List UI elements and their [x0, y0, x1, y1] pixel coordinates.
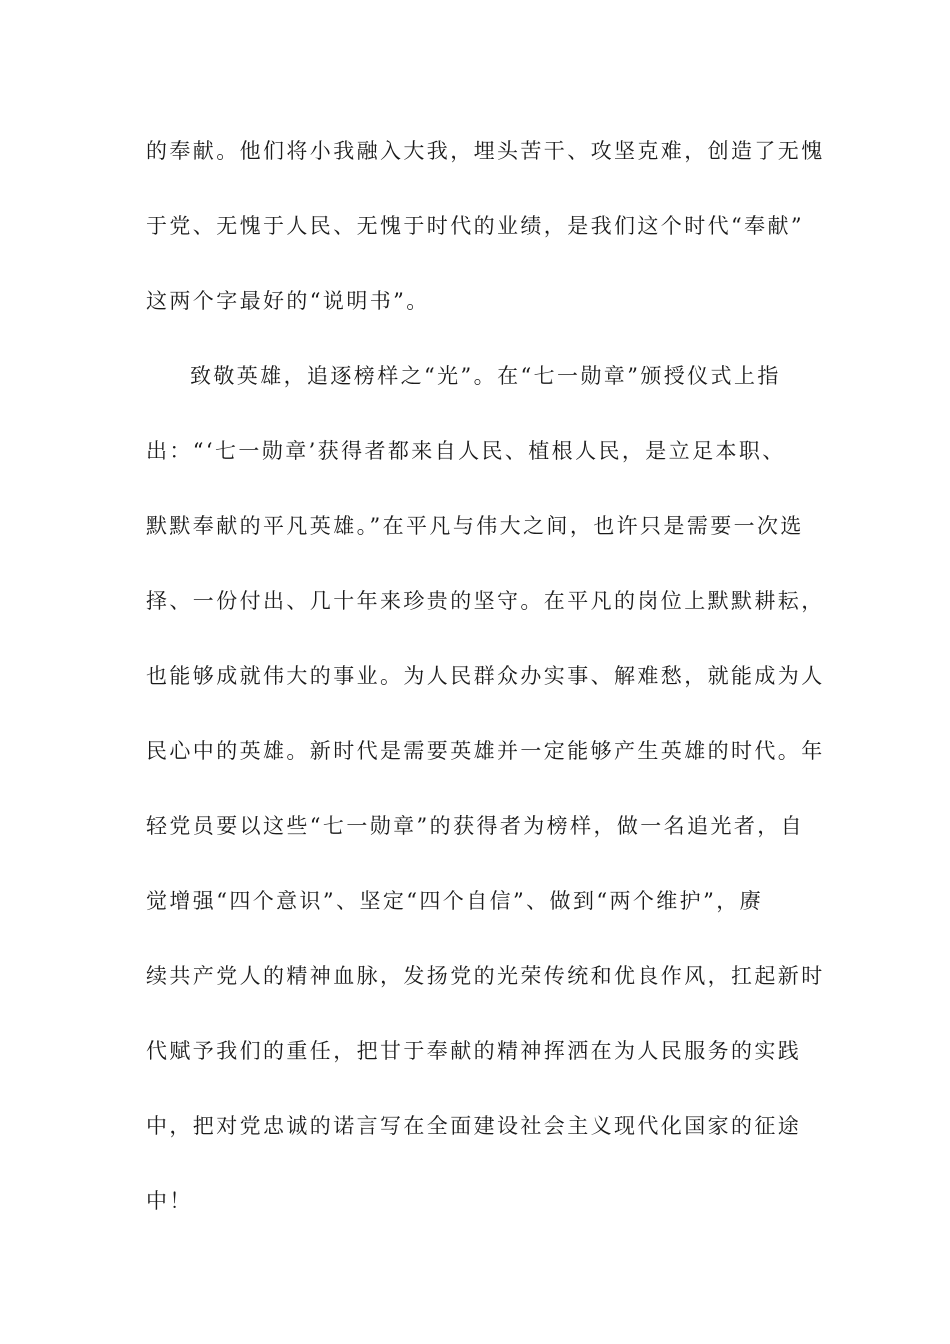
text-line: 中！ — [146, 1189, 193, 1213]
text-line: 也能够成就伟大的事业。为人民群众办实事、解难愁，就能成为人 — [146, 664, 825, 688]
text-line: 代赋予我们的重任，把甘于奉献的精神挥洒在为人民服务的实践 — [146, 1039, 802, 1063]
text-line: 的奉献。他们将小我融入大我，埋头苦干、攻坚克难，创造了无愧 — [146, 139, 825, 163]
text-line: 默默奉献的平凡英雄。”在平凡与伟大之间，也许只是需要一次选 — [146, 514, 804, 538]
text-line: 出：“‘七一勋章’获得者都来自人民、植根人民，是立足本职、 — [146, 439, 786, 463]
paragraph-first-line: 致敬英雄，追逐榜样之“光”。在“七一勋章”颁授仪式上指 — [190, 364, 781, 388]
text-line: 民心中的英雄。新时代是需要英雄并一定能够产生英雄的时代。年 — [146, 739, 825, 763]
text-line: 觉增强“四个意识”、坚定“四个自信”、做到“两个维护”，赓 — [146, 889, 764, 913]
text-line: 于党、无愧于人民、无愧于时代的业绩，是我们这个时代“奉献” — [146, 214, 805, 238]
text-line: 这两个字最好的“说明书”。 — [146, 289, 430, 313]
text-line: 中，把对党忠诚的诺言写在全面建设社会主义现代化国家的征途 — [146, 1114, 802, 1138]
text-line: 续共产党人的精神血脉，发扬党的光荣传统和优良作风，扛起新时 — [146, 964, 825, 988]
text-line: 择、一份付出、几十年来珍贵的坚守。在平凡的岗位上默默耕耘， — [146, 589, 825, 613]
text-line: 轻党员要以这些“七一勋章”的获得者为榜样，做一名追光者，自 — [146, 814, 805, 838]
